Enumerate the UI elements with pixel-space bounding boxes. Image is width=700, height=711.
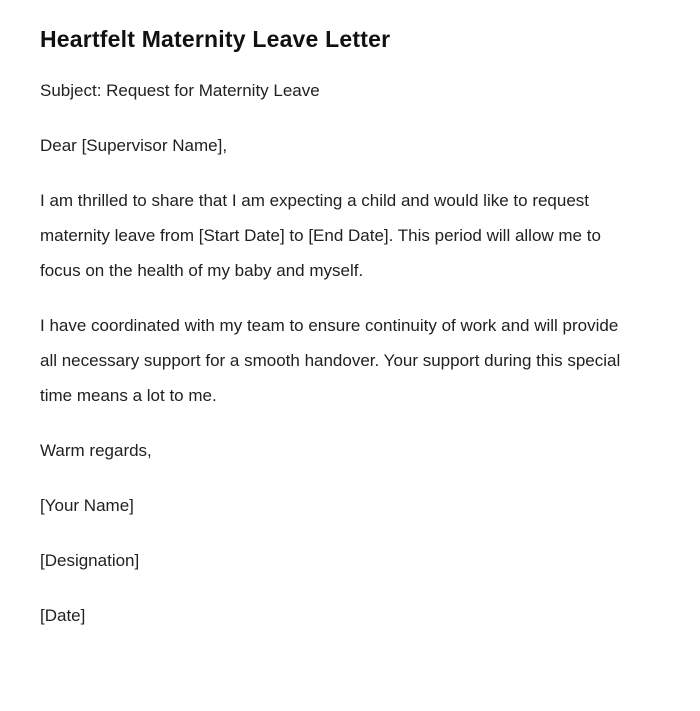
closing-line: Warm regards, — [40, 441, 152, 460]
signature-block — [40, 488, 660, 633]
signature-date: [Date] — [40, 606, 86, 625]
signature-name: [Your Name] — [40, 496, 134, 515]
body-paragraph-1: I am thrilled to share that I am expecting a child and would like to request maternity leave from [Start Date] to [End Date]. This period will allow me to focus on the health of my baby and myself. — [40, 191, 601, 280]
letter-title: Heartfelt Maternity Leave Letter — [40, 26, 391, 52]
body-paragraph-2: I have coordinated with my team to ensure continuity of work and will provide all necessary support for a smooth handover. Your support during this special time means a lot to me. — [40, 316, 621, 405]
subject-line: Subject: Request for Maternity Leave — [40, 81, 320, 100]
signature-designation: [Designation] — [40, 551, 140, 570]
salutation: Dear [Supervisor Name], — [40, 136, 228, 155]
